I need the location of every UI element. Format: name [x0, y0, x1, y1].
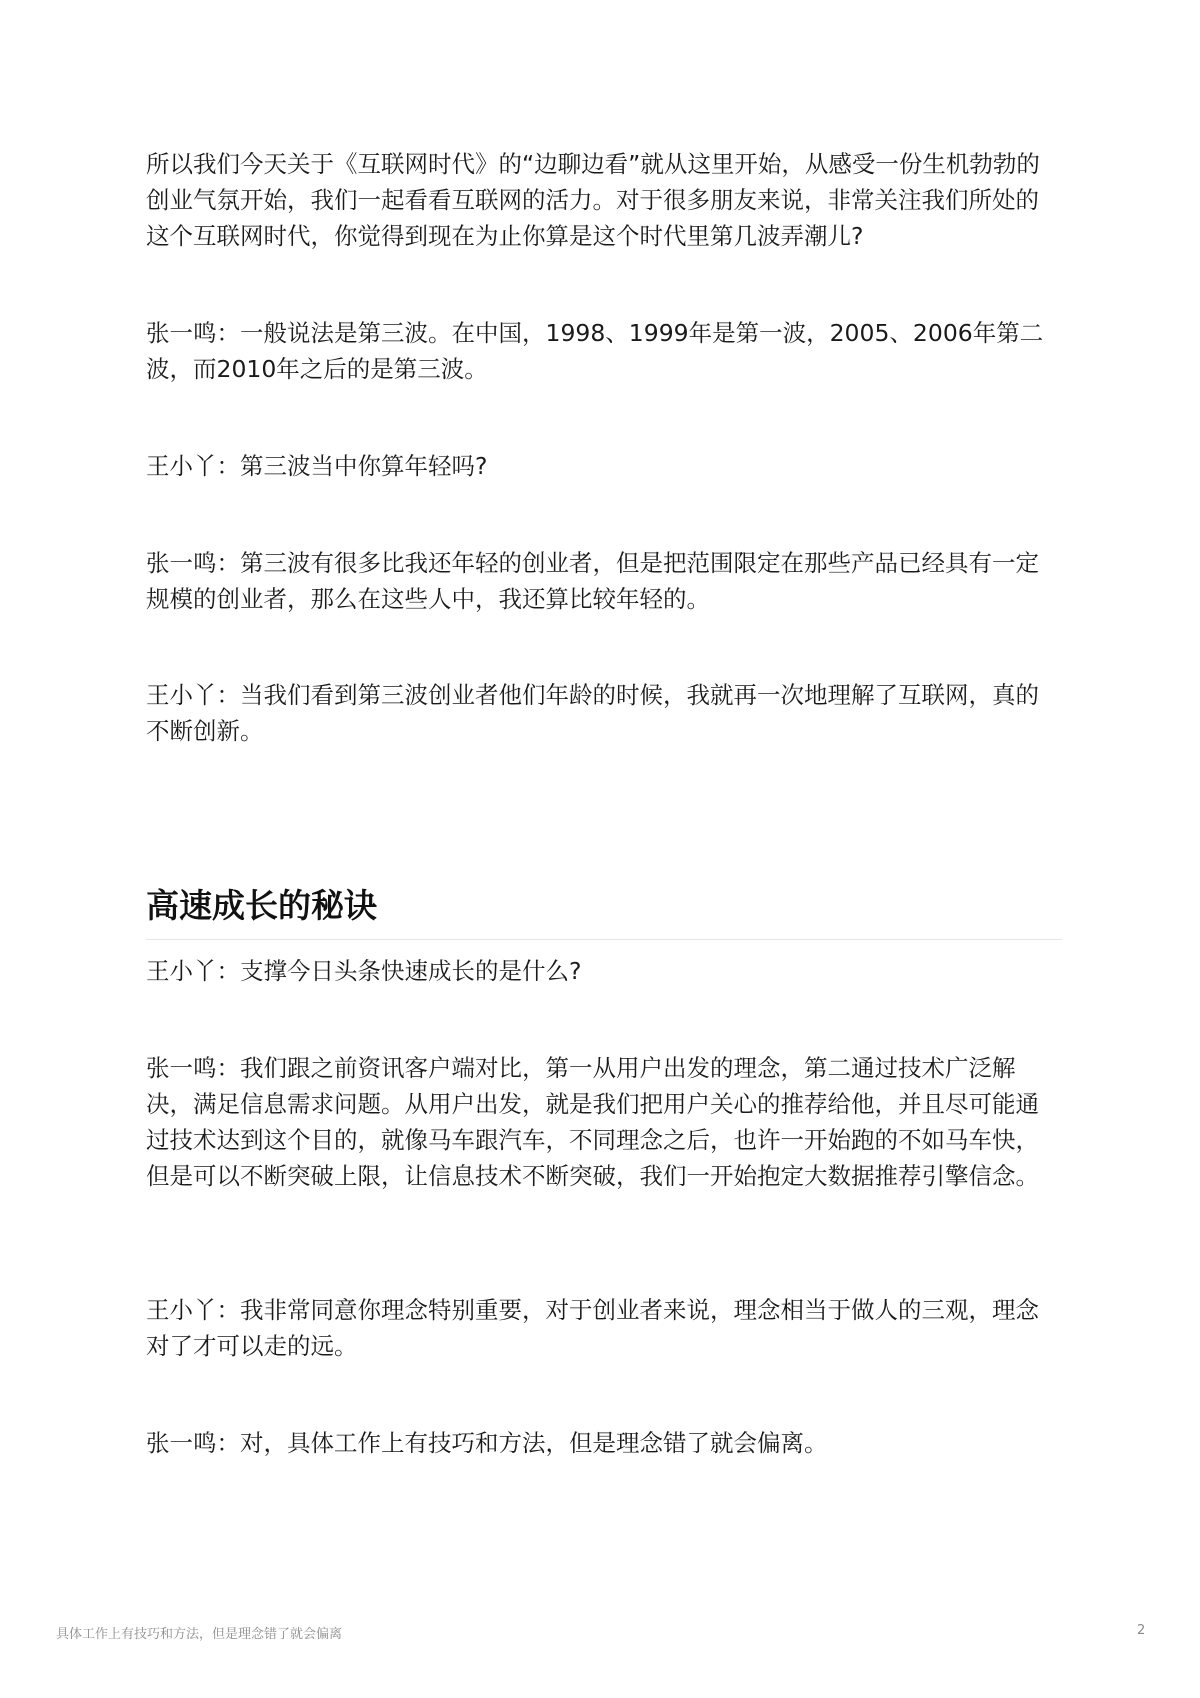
paragraph: 张一鸣：我们跟之前资讯客户端对比，第一从用户出发的理念，第二通过技术广泛解决，满足信息需求问题。从用户出发，就是我们把用户关心的推荐给他，并且尽可能通过技术达到这个目的，就像马车跟汽车，不同理念之后，也许一开始跑的不如马车快，但是可以不断突破上限，让信息技术不断突破，我们一开始抱定大数据推荐引擎信念。 [146, 1054, 1039, 1190]
footer-text: 具体工作上有技巧和方法，但是理念错了就会偏离 [56, 1627, 343, 1642]
paragraph: 张一鸣：对，具体工作上有技巧和方法，但是理念错了就会偏离。 [146, 1429, 828, 1457]
paragraph: 张一鸣：一般说法是第三波。在中国，1998、1999年是第一波，2005、2006年第二波，而2010年之后的是第三波。 [146, 319, 1044, 383]
paragraph: 王小丫：当我们看到第三波创业者他们年龄的时候，我就再一次地理解了互联网，真的不断创新。 [146, 681, 1039, 745]
paragraph: 王小丫：我非常同意你理念特别重要，对于创业者来说，理念相当于做人的三观，理念对了才可以走的远。 [146, 1296, 1039, 1360]
heading-divider [146, 939, 1062, 940]
paragraph: 王小丫：第三波当中你算年轻吗? [146, 452, 488, 480]
section-heading: 高速成长的秘诀 [146, 886, 377, 925]
paragraph: 张一鸣：第三波有很多比我还年轻的创业者，但是把范围限定在那些产品已经具有一定规模的创业者，那么在这些人中，我还算比较年轻的。 [146, 549, 1039, 613]
page-number: 2 [1137, 1623, 1146, 1638]
paragraph: 所以我们今天关于《互联网时代》的“边聊边看”就从这里开始，从感受一份生机勃勃的创业气氛开始，我们一起看看互联网的活力。对于很多朋友来说，非常关注我们所处的这个互联网时代，你觉得到现在为止你算是这个时代里第几波弄潮儿? [146, 150, 1040, 250]
paragraph: 王小丫：支撑今日头条快速成长的是什么? [146, 957, 582, 985]
